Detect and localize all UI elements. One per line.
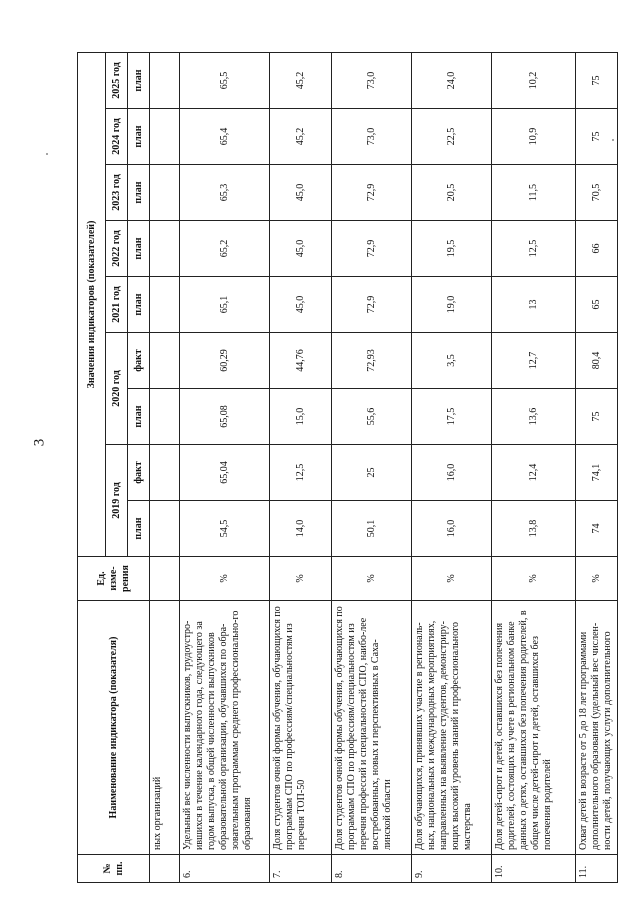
unit: % (492, 557, 576, 601)
value-cell: 45,0 (270, 221, 332, 277)
value-cell: 60,29 (180, 333, 270, 389)
row-number: 7. (270, 855, 332, 883)
value-cell: 12,4 (492, 445, 576, 501)
cell-empty (150, 52, 180, 108)
table-row (412, 52, 492, 882)
value-cell: 13,8 (492, 501, 576, 557)
scan-speck (46, 153, 48, 155)
value-cell: 65,1 (180, 277, 270, 333)
indicator-name: Охват детей в возрасте от 5 до 18 лет программами дополнительного образования (удельный вес числен-ности детей, получающих услуги дополнительного (576, 601, 618, 855)
value-cell: 16,0 (412, 445, 492, 501)
value-cell: 10,9 (492, 109, 576, 165)
value-cell: 72,9 (332, 221, 412, 277)
row-number: 8. (332, 855, 412, 883)
value-cell: 55,6 (332, 389, 412, 445)
header-sub: факт (128, 445, 150, 501)
value-cell: 65,08 (180, 389, 270, 445)
value-cell: 20,5 (412, 165, 492, 221)
value-cell: 65,2 (180, 221, 270, 277)
value-cell: 74 (576, 501, 618, 557)
value-cell: 73,0 (332, 109, 412, 165)
header-name: Наименование индикатора (показателя) (78, 601, 150, 855)
header-year-2023: 2023 год (106, 165, 128, 221)
cell-empty (150, 855, 180, 883)
value-cell: 45,2 (270, 109, 332, 165)
cell-empty (150, 445, 180, 501)
unit: % (576, 557, 618, 601)
value-cell: 66 (576, 221, 618, 277)
value-cell: 74,1 (576, 445, 618, 501)
value-cell: 19,5 (412, 221, 492, 277)
value-cell: 17,5 (412, 389, 492, 445)
value-cell: 12,5 (492, 221, 576, 277)
value-cell: 45,2 (270, 52, 332, 108)
value-cell: 13,6 (492, 389, 576, 445)
value-cell: 65,3 (180, 165, 270, 221)
header-unit: Ед. изме-рения (78, 557, 150, 601)
value-cell: 54,5 (180, 501, 270, 557)
value-cell: 10,2 (492, 52, 576, 108)
value-cell: 75 (576, 109, 618, 165)
header-year-2025: 2025 год (106, 52, 128, 108)
rotated-table-container (77, 53, 613, 883)
indicator-name: Доля обучающихся, принявших участие в региональ-ных, национальных и международных мероприятиях, направленных на выявление студентов, демонстриру-ющих высокий уровень знаний и профессионального мастерства (412, 601, 492, 855)
indicator-name: Доля студентов очной формы обучения, обучающихся по программам СПО по профессиям/специальностям из перечня профессий и специальностей СПО, наибо-лее востребованных, новых и перспективных в Саха-линской области (332, 601, 412, 855)
header-sub: план (128, 389, 150, 445)
table-row (270, 52, 332, 882)
indicator-name: Доля детей-сирот и детей, оставшихся без попечения родителей, состоящих на учете в региональном банке данных о детях, оставшихся без попечения родителей, в общем числе детей-сирот и детей, оставшихся без попечения родителей (492, 601, 576, 855)
value-cell: 19,0 (412, 277, 492, 333)
value-cell: 50,1 (332, 501, 412, 557)
value-cell: 65,4 (180, 109, 270, 165)
row-number: 9. (412, 855, 492, 883)
header-year-2024: 2024 год (106, 109, 128, 165)
unit: % (270, 557, 332, 601)
row-number: 10. (492, 855, 576, 883)
value-cell: 75 (576, 52, 618, 108)
value-cell: 72,93 (332, 333, 412, 389)
unit: % (412, 557, 492, 601)
cell-empty (150, 557, 180, 601)
header-sub: план (128, 109, 150, 165)
value-cell: 45,0 (270, 165, 332, 221)
table-row-continuation (150, 52, 180, 882)
cell-empty (150, 501, 180, 557)
header-sub: план (128, 501, 150, 557)
header-sub: план (128, 277, 150, 333)
value-cell: 11,5 (492, 165, 576, 221)
value-cell: 73,0 (332, 52, 412, 108)
cell-empty (150, 333, 180, 389)
header-num: № пп. (78, 855, 150, 883)
cell-empty (150, 389, 180, 445)
unit: % (332, 557, 412, 601)
continuation-text: ных организаций (150, 601, 180, 855)
value-cell: 16,0 (412, 501, 492, 557)
table-row (180, 52, 270, 882)
value-cell: 65,5 (180, 52, 270, 108)
value-cell: 12,5 (270, 445, 332, 501)
value-cell: 45,0 (270, 277, 332, 333)
header-year-2022: 2022 год (106, 221, 128, 277)
table-row (576, 52, 618, 882)
indicators-table (77, 52, 618, 883)
value-cell: 13 (492, 277, 576, 333)
value-cell: 65 (576, 277, 618, 333)
value-cell: 70,5 (576, 165, 618, 221)
value-cell: 24,0 (412, 52, 492, 108)
value-cell: 12,7 (492, 333, 576, 389)
value-cell: 44,76 (270, 333, 332, 389)
value-cell: 75 (576, 389, 618, 445)
unit: % (180, 557, 270, 601)
cell-empty (150, 165, 180, 221)
cell-empty (150, 277, 180, 333)
value-cell: 15,0 (270, 389, 332, 445)
value-cell: 72,9 (332, 277, 412, 333)
header-sub: факт (128, 333, 150, 389)
value-cell: 80,4 (576, 333, 618, 389)
row-number: 11. (576, 855, 618, 883)
indicator-name: Доля студентов очной формы обучения, обучающихся по программам СПО по профессиям/специальностям из перечня ТОП-50 (270, 601, 332, 855)
indicator-name: Удельный вес численности выпускников, трудоустро-ившихся в течение календарного года, следующего за годом выпуска, в общей численности выпускников образовательной организации, обучавшихся по обра-зовательным программам среднего профессионально-го образования (180, 601, 270, 855)
table-row (492, 52, 576, 882)
cell-empty (150, 221, 180, 277)
header-sub: план (128, 52, 150, 108)
value-cell: 14,0 (270, 501, 332, 557)
value-cell: 65,04 (180, 445, 270, 501)
cell-empty (150, 109, 180, 165)
page-number: 3 (31, 438, 48, 447)
header-sub: план (128, 221, 150, 277)
table-row (332, 52, 412, 882)
value-cell: 3,5 (412, 333, 492, 389)
header-year-2020: 2020 год (106, 333, 128, 445)
header-sub: план (128, 165, 150, 221)
row-number: 6. (180, 855, 270, 883)
value-cell: 22,5 (412, 109, 492, 165)
value-cell: 72,9 (332, 165, 412, 221)
header-year-2021: 2021 год (106, 277, 128, 333)
header-values: Значения индикаторов (показателей) (78, 52, 106, 556)
header-year-2019: 2019 год (106, 445, 128, 557)
value-cell: 25 (332, 445, 412, 501)
